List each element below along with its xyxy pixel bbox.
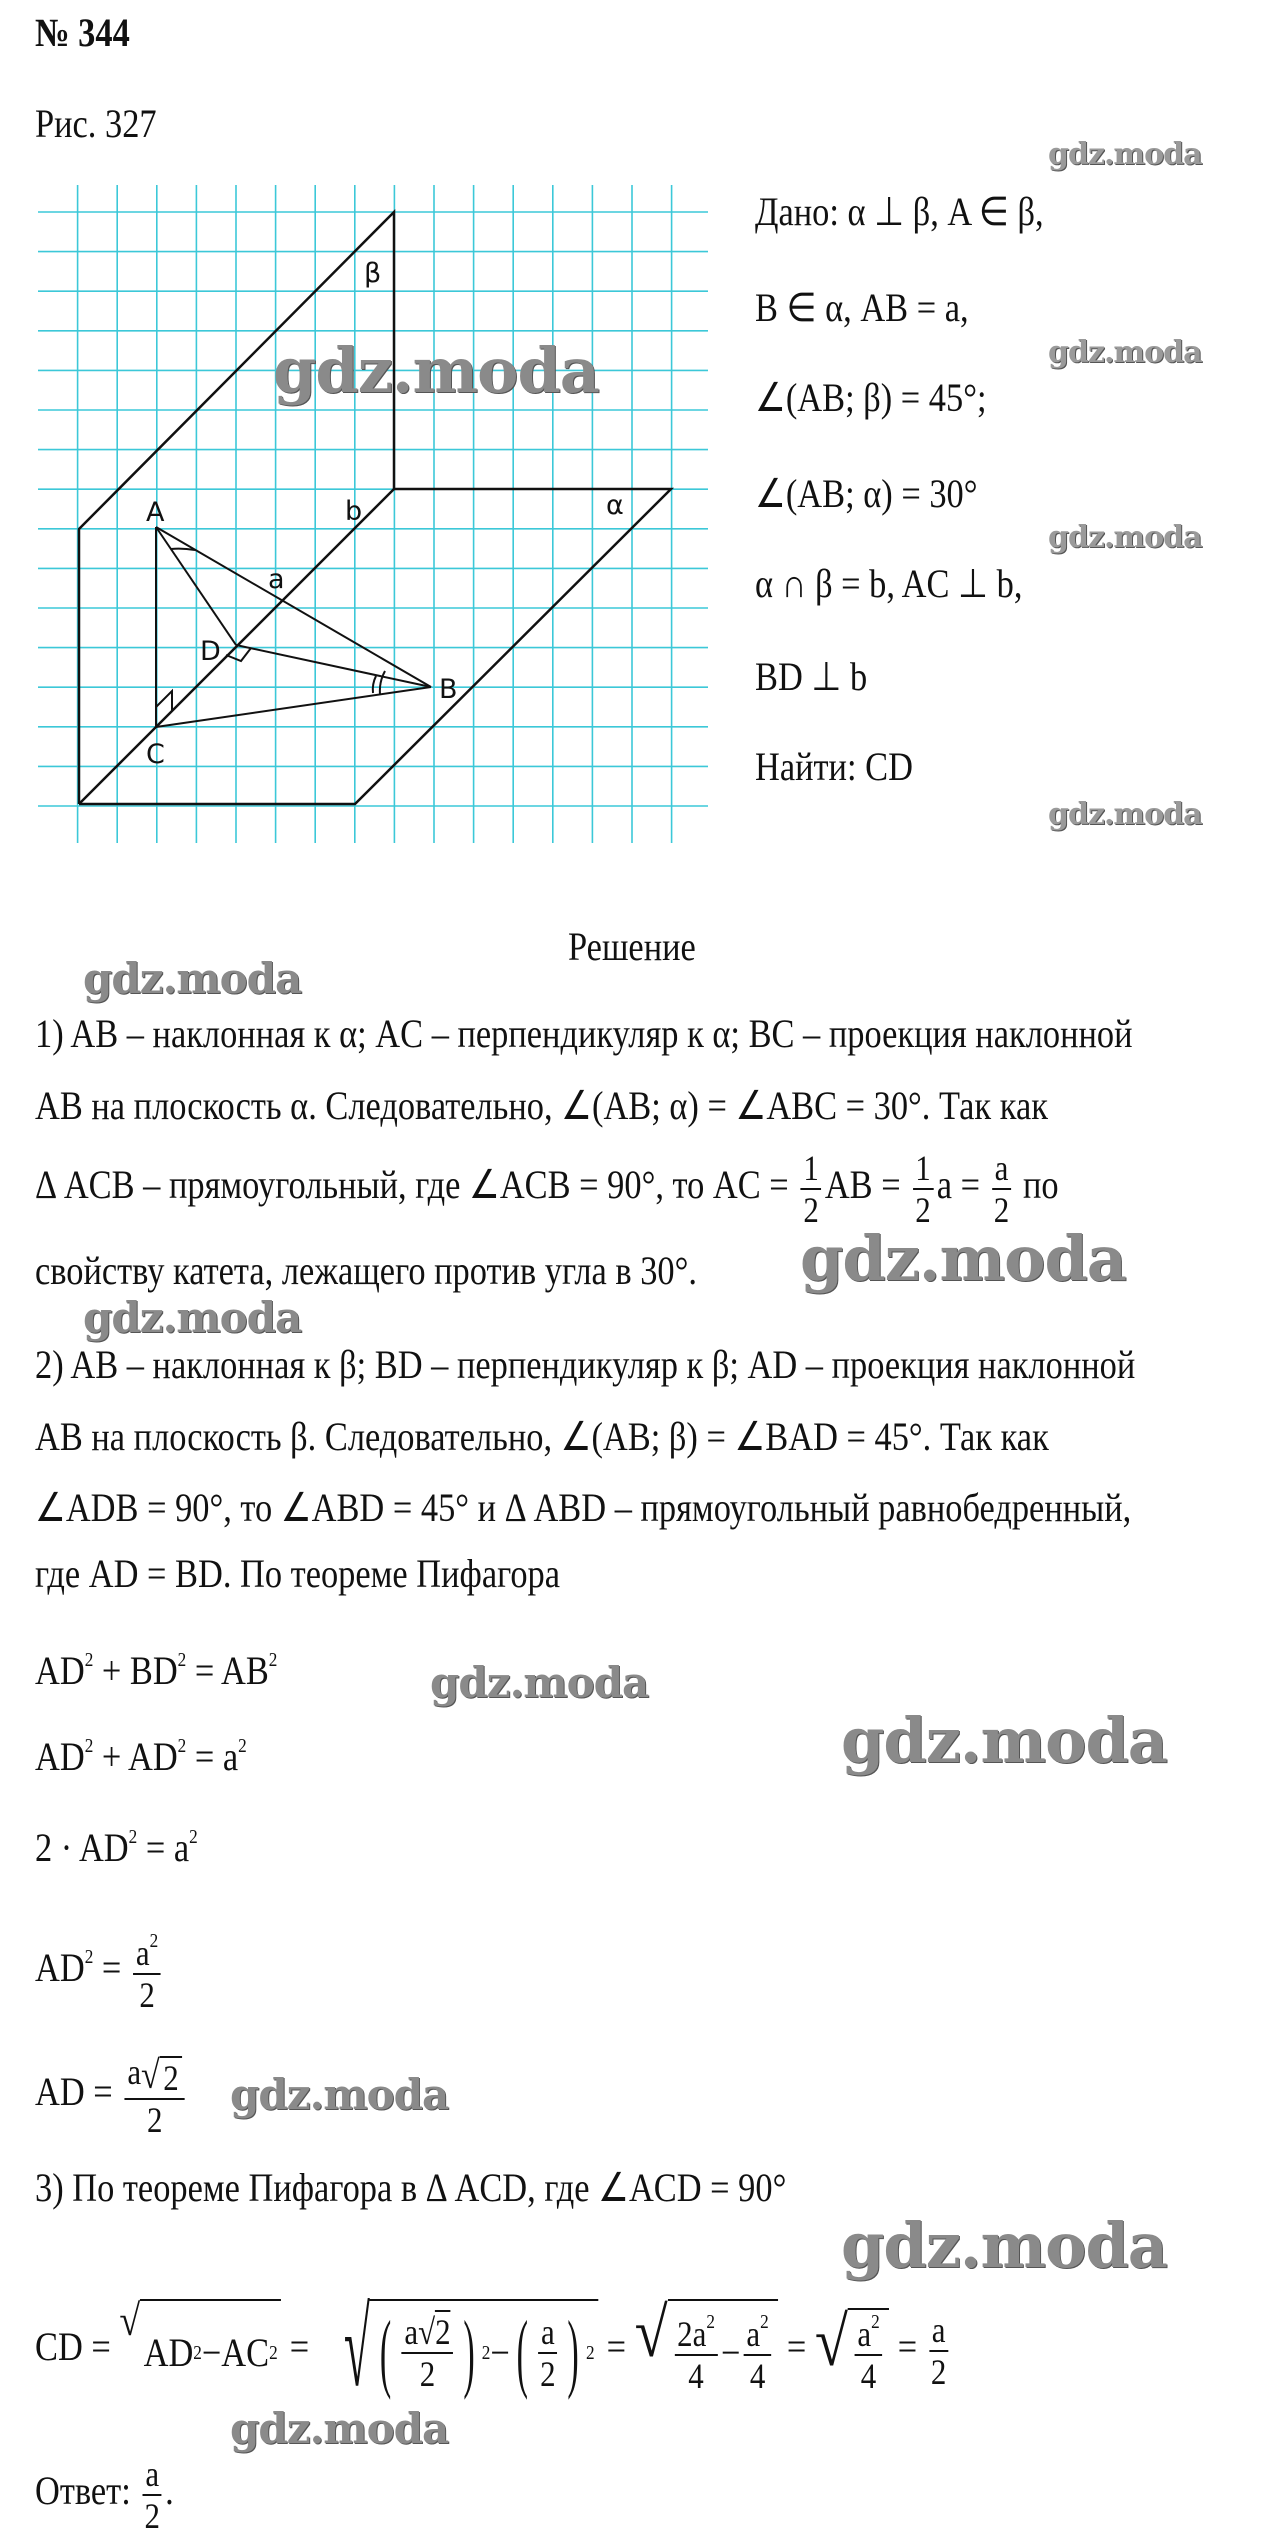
watermark: gdz.moda bbox=[841, 2209, 1167, 2282]
given-line: α ∩ β = b, AC ⊥ b, bbox=[755, 561, 1023, 606]
denominator: 2 bbox=[540, 2353, 556, 2394]
angle-arc-b-2 bbox=[380, 671, 385, 694]
exponent: 2 bbox=[177, 1649, 187, 1671]
exponent: 2 bbox=[238, 1735, 247, 1757]
angle-arc-b-1 bbox=[373, 676, 376, 693]
exponent: 2 bbox=[84, 1649, 94, 1671]
term: AD = bbox=[35, 2069, 113, 2115]
step1-line1: 1) AB – наклонная к α; AC – перпендикуляр к α; BC – проекция наклонной bbox=[35, 1011, 1133, 1056]
solution-heading: Решение bbox=[568, 924, 696, 969]
denominator: 2 bbox=[419, 2353, 436, 2394]
fraction-one-half bbox=[801, 1150, 822, 1228]
label-beta: β bbox=[364, 258, 382, 289]
term: AD bbox=[35, 1734, 85, 1779]
label-c-point: C bbox=[146, 739, 165, 770]
exponent: 2 bbox=[149, 1929, 159, 1952]
watermark: gdz.moda bbox=[230, 2070, 449, 2119]
denominator: 2 bbox=[146, 2099, 163, 2140]
plane-alpha bbox=[79, 489, 671, 804]
watermark: gdz.moda bbox=[800, 1222, 1126, 1295]
segment-cb bbox=[156, 687, 431, 727]
radical-icon: √ bbox=[343, 2286, 370, 2409]
paren: ( bbox=[380, 2303, 392, 2401]
denominator: 2 bbox=[139, 1974, 155, 2015]
equals: = bbox=[606, 2324, 627, 2369]
label-a-length: a bbox=[268, 564, 285, 595]
figure-caption: Рис. 327 bbox=[35, 101, 157, 146]
term: a bbox=[746, 2313, 761, 2354]
sqrt bbox=[634, 2294, 779, 2403]
term: + BD bbox=[93, 1648, 178, 1693]
fraction bbox=[538, 2311, 557, 2394]
equation-4 bbox=[35, 1922, 164, 2015]
fraction bbox=[125, 2054, 185, 2138]
right-angle-c bbox=[156, 691, 172, 711]
step1-line2: AB на плоскость α. Следовательно, ∠(AB; α) = ∠ABC = 30°. Так как bbox=[35, 1083, 1048, 1128]
denominator: 2 bbox=[144, 2496, 161, 2536]
term: = AB bbox=[186, 1648, 269, 1693]
sqrt bbox=[318, 2286, 598, 2409]
watermark: gdz.moda bbox=[1048, 797, 1202, 832]
step2-line1: 2) AB – наклонная к β; BD – перпендикуляр к β; AD – проекция наклонной bbox=[35, 1342, 1136, 1387]
text: a = bbox=[936, 1162, 980, 1208]
radical-icon: √ bbox=[814, 2303, 848, 2381]
period: . bbox=[165, 2468, 174, 2514]
step2-line3: ∠ADB = 90°, то ∠ABD = 45° и Δ ABD – прямоугольный равнобедренный, bbox=[35, 1485, 1132, 1530]
equals: = bbox=[897, 2324, 918, 2369]
watermark: gdz.moda bbox=[230, 2404, 449, 2453]
text: по bbox=[1022, 1162, 1059, 1208]
exponent: 2 bbox=[706, 2310, 715, 2333]
term: a bbox=[857, 2313, 872, 2354]
radicand: 2 bbox=[160, 2056, 182, 2096]
minus: − bbox=[720, 2329, 741, 2375]
label-b-line: b bbox=[345, 496, 363, 527]
given-line: ∠(AB; α) = 30° bbox=[755, 471, 978, 516]
fraction bbox=[855, 2312, 883, 2394]
numerator: a bbox=[992, 1150, 1011, 1190]
denominator: 4 bbox=[688, 2355, 704, 2396]
equation-2 bbox=[35, 1721, 247, 1779]
find-line: Найти: CD bbox=[755, 744, 913, 789]
numerator bbox=[855, 2312, 883, 2356]
term: CD = bbox=[35, 2324, 111, 2369]
fraction bbox=[744, 2312, 772, 2394]
step3-line1: 3) По теореме Пифагора в Δ ACD, где ∠ACD = 90° bbox=[35, 2165, 787, 2210]
exponent: 2 bbox=[871, 2310, 880, 2333]
label-a-point: A bbox=[146, 497, 165, 528]
fraction bbox=[675, 2312, 718, 2394]
term: a bbox=[404, 2311, 419, 2352]
numerator: 1 bbox=[913, 1150, 934, 1190]
paren: ) bbox=[567, 2303, 580, 2401]
equals: = bbox=[101, 1945, 122, 1990]
term: + AD bbox=[93, 1734, 178, 1779]
watermark: gdz.moda bbox=[1048, 520, 1202, 555]
numerator: a bbox=[929, 2312, 948, 2352]
watermark: gdz.moda bbox=[83, 1293, 302, 1342]
fraction-a-half bbox=[992, 1150, 1011, 1228]
term: = a bbox=[186, 1734, 239, 1779]
denominator: 2 bbox=[993, 1190, 1010, 1230]
fraction bbox=[402, 2311, 453, 2394]
exponent: 2 bbox=[268, 1649, 278, 1671]
radicand bbox=[140, 2299, 281, 2403]
step1-line3 bbox=[35, 1148, 1059, 1230]
given-line: ∠(AB; β) = 45°; bbox=[755, 375, 987, 420]
exponent: 2 bbox=[585, 2341, 595, 2364]
segment-db bbox=[236, 645, 431, 687]
numerator bbox=[675, 2312, 718, 2356]
exponent: 2 bbox=[481, 2341, 491, 2364]
term: a bbox=[135, 1932, 150, 1973]
given-line: Дано: α ⊥ β, A ∈ β, bbox=[755, 189, 1044, 234]
exponent: 2 bbox=[84, 1735, 94, 1757]
triangles bbox=[156, 527, 431, 727]
watermark: gdz.moda bbox=[430, 1658, 649, 1707]
exponent: 2 bbox=[177, 1735, 187, 1757]
term: AC bbox=[221, 2329, 270, 2375]
numerator: a bbox=[143, 2456, 162, 2496]
sqrt bbox=[814, 2303, 889, 2396]
minus: − bbox=[201, 2329, 222, 2375]
numerator bbox=[133, 1931, 161, 1975]
radical-icon: √ bbox=[634, 2294, 668, 2372]
fraction-one-half bbox=[913, 1150, 934, 1228]
exponent: 2 bbox=[760, 2310, 769, 2333]
exponent: 2 bbox=[269, 2341, 278, 2364]
text: Δ ACB – прямоугольный, где ∠ACB = 90°, то AC = bbox=[35, 1162, 789, 1208]
numerator bbox=[744, 2312, 772, 2356]
equation-1 bbox=[35, 1635, 278, 1693]
watermark: gdz.moda bbox=[1048, 335, 1202, 370]
sqrt bbox=[119, 2295, 281, 2403]
equals: = bbox=[289, 2324, 310, 2369]
term: = a bbox=[137, 1825, 190, 1870]
fraction bbox=[929, 2309, 948, 2392]
numerator bbox=[125, 2054, 185, 2100]
radicand bbox=[848, 2308, 889, 2394]
term: AD bbox=[35, 1648, 85, 1693]
denominator: 4 bbox=[749, 2355, 766, 2396]
paren: ( bbox=[516, 2303, 529, 2401]
term: 2a bbox=[677, 2313, 707, 2354]
geometry-diagram bbox=[0, 0, 720, 860]
segment-ab bbox=[156, 527, 431, 687]
exponent: 2 bbox=[189, 1826, 198, 1848]
angle-arc-a bbox=[171, 549, 195, 550]
radicand bbox=[370, 2299, 598, 2403]
label-alpha: α bbox=[606, 490, 624, 521]
step1-line4: свойству катета, лежащего против угла в 30°. bbox=[35, 1248, 697, 1293]
exponent: 2 bbox=[193, 2341, 202, 2364]
numerator: 1 bbox=[801, 1150, 822, 1190]
radical-icon: √ bbox=[119, 2295, 141, 2345]
equals: = bbox=[786, 2324, 807, 2369]
radical-icon: √ bbox=[141, 2052, 160, 2097]
denominator: 4 bbox=[860, 2355, 877, 2396]
text: AB = bbox=[824, 1162, 901, 1208]
step2-line4: где AD = BD. По теореме Пифагора bbox=[35, 1551, 561, 1596]
fraction bbox=[133, 1931, 161, 2013]
answer-fraction bbox=[143, 2456, 162, 2534]
equation-3 bbox=[35, 1812, 198, 1870]
label-b-point: B bbox=[439, 674, 458, 705]
exponent: 2 bbox=[128, 1826, 138, 1848]
minus: − bbox=[490, 2329, 510, 2375]
sqrt bbox=[141, 2052, 182, 2098]
radicand: 2 bbox=[435, 2311, 451, 2352]
watermark: gdz.moda bbox=[83, 954, 302, 1003]
problem-number: № 344 bbox=[35, 10, 130, 55]
denominator: 2 bbox=[915, 1190, 931, 1230]
numerator: a bbox=[538, 2314, 557, 2354]
term: AD bbox=[35, 1945, 85, 1990]
equation-5 bbox=[35, 2052, 188, 2140]
watermark: gdz.moda bbox=[841, 1704, 1167, 1777]
label-d-point: D bbox=[200, 636, 221, 667]
given-line: BD ⊥ b bbox=[755, 654, 868, 699]
answer bbox=[35, 2454, 174, 2536]
answer-label: Ответ: bbox=[35, 2468, 131, 2514]
term: 2 · AD bbox=[35, 1825, 129, 1870]
planes bbox=[79, 212, 671, 804]
term: a bbox=[127, 2052, 142, 2092]
radicand bbox=[668, 2299, 779, 2403]
given-line: B ∈ α, AB = a, bbox=[755, 285, 969, 330]
denominator: 2 bbox=[803, 1190, 819, 1230]
numerator: a√2 bbox=[402, 2314, 453, 2354]
equation-cd bbox=[35, 2286, 952, 2409]
step2-line2: AB на плоскость β. Следовательно, ∠(AB; β) = ∠BAD = 45°. Так как bbox=[35, 1414, 1049, 1459]
term: AD bbox=[143, 2329, 194, 2375]
denominator: 2 bbox=[930, 2351, 947, 2392]
paren: ) bbox=[463, 2303, 475, 2401]
watermark: gdz.moda bbox=[273, 334, 599, 407]
exponent: 2 bbox=[84, 1946, 94, 1968]
watermark: gdz.moda bbox=[1048, 137, 1202, 172]
